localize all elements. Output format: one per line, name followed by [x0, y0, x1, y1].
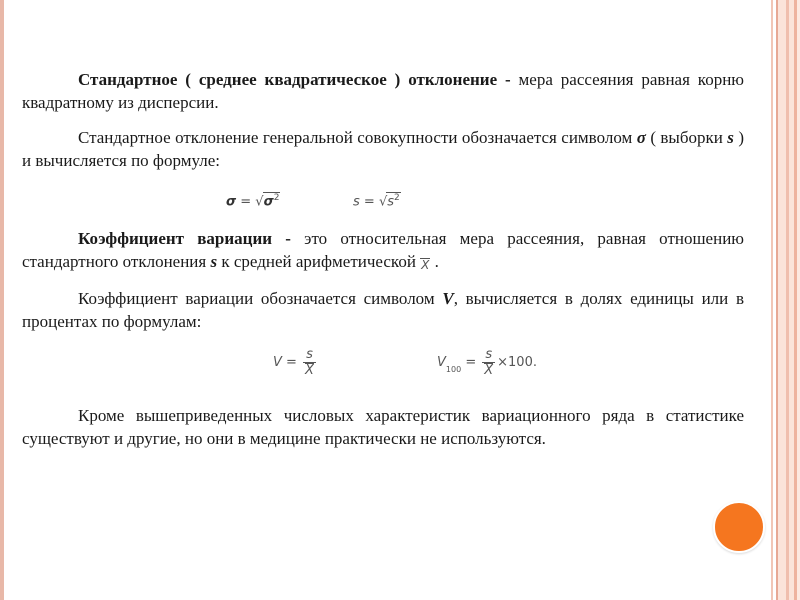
radicand: $s^2$ [387, 193, 400, 210]
term-std-deviation: Стандартное ( среднее квадратическое ) отклонение - [78, 70, 511, 89]
formula-eq: = [236, 194, 256, 210]
decorative-stripes [768, 0, 800, 600]
formula-s [353, 192, 401, 209]
formula-v100 [437, 347, 537, 378]
paragraph-conclusion [22, 404, 744, 450]
text: . [430, 252, 439, 271]
formula-tail: ×100. [497, 355, 537, 370]
x-mean-symbol: X [421, 258, 430, 272]
sigma-symbol: σ [636, 128, 646, 147]
text: ( выборки [645, 128, 728, 147]
fraction [303, 347, 316, 378]
v-symbol: V [442, 289, 454, 308]
left-border [0, 0, 4, 600]
formula-eq: = [359, 194, 379, 210]
term-variation-coefficient: Коэффициент вариации - [78, 229, 291, 248]
formula-sigma [226, 192, 280, 209]
formula-eq: = [461, 355, 481, 370]
orange-circle-icon [713, 501, 765, 553]
denominator: X [484, 363, 494, 378]
s-symbol: s [727, 128, 734, 147]
formula-lhs: V [437, 355, 446, 370]
paragraph-variation-coefficient-definition [22, 227, 744, 273]
text: это относительная мера рассеяния, равная отношению стандартного отклонения [22, 229, 744, 271]
text: Стандартное отклонение генеральной совокупности обозначается символом [78, 128, 637, 147]
text: , вычисляется в долях единицы или в процентах по формулам: [22, 289, 744, 331]
definition-text: мера рассеяния равная корню квадратному из дисперсии. [22, 70, 744, 112]
fraction [482, 347, 495, 378]
denominator: X [305, 363, 314, 378]
paragraph-variation-coefficient-symbol [22, 287, 744, 333]
text: Коэффициент вариации обозначается символом [78, 289, 443, 308]
paragraph-std-deviation-symbol [22, 126, 744, 172]
formula-lhs: s [353, 194, 360, 210]
formula-v [273, 347, 318, 378]
numerator: s [482, 347, 495, 363]
text: к средней арифметической [217, 252, 421, 271]
radicand: $\sigma^2$ [263, 193, 280, 210]
sqrt-sign: √ [378, 194, 388, 210]
formula-subscript: 100 [445, 365, 462, 374]
formula-eq: = [281, 355, 302, 370]
numerator: s [303, 347, 316, 363]
text: Кроме вышеприведенных числовых характеристик вариационного ряда в статистике существуют и другие, но они в медицине практически не используются. [22, 406, 744, 448]
text: ) и вычисляется по формуле: [22, 128, 744, 170]
formula-lhs: σ [226, 194, 237, 210]
paragraph-std-deviation-definition [22, 68, 744, 114]
sqrt-sign: √ [255, 194, 264, 210]
s-symbol: s [210, 252, 218, 271]
formula-lhs: V [273, 355, 282, 370]
